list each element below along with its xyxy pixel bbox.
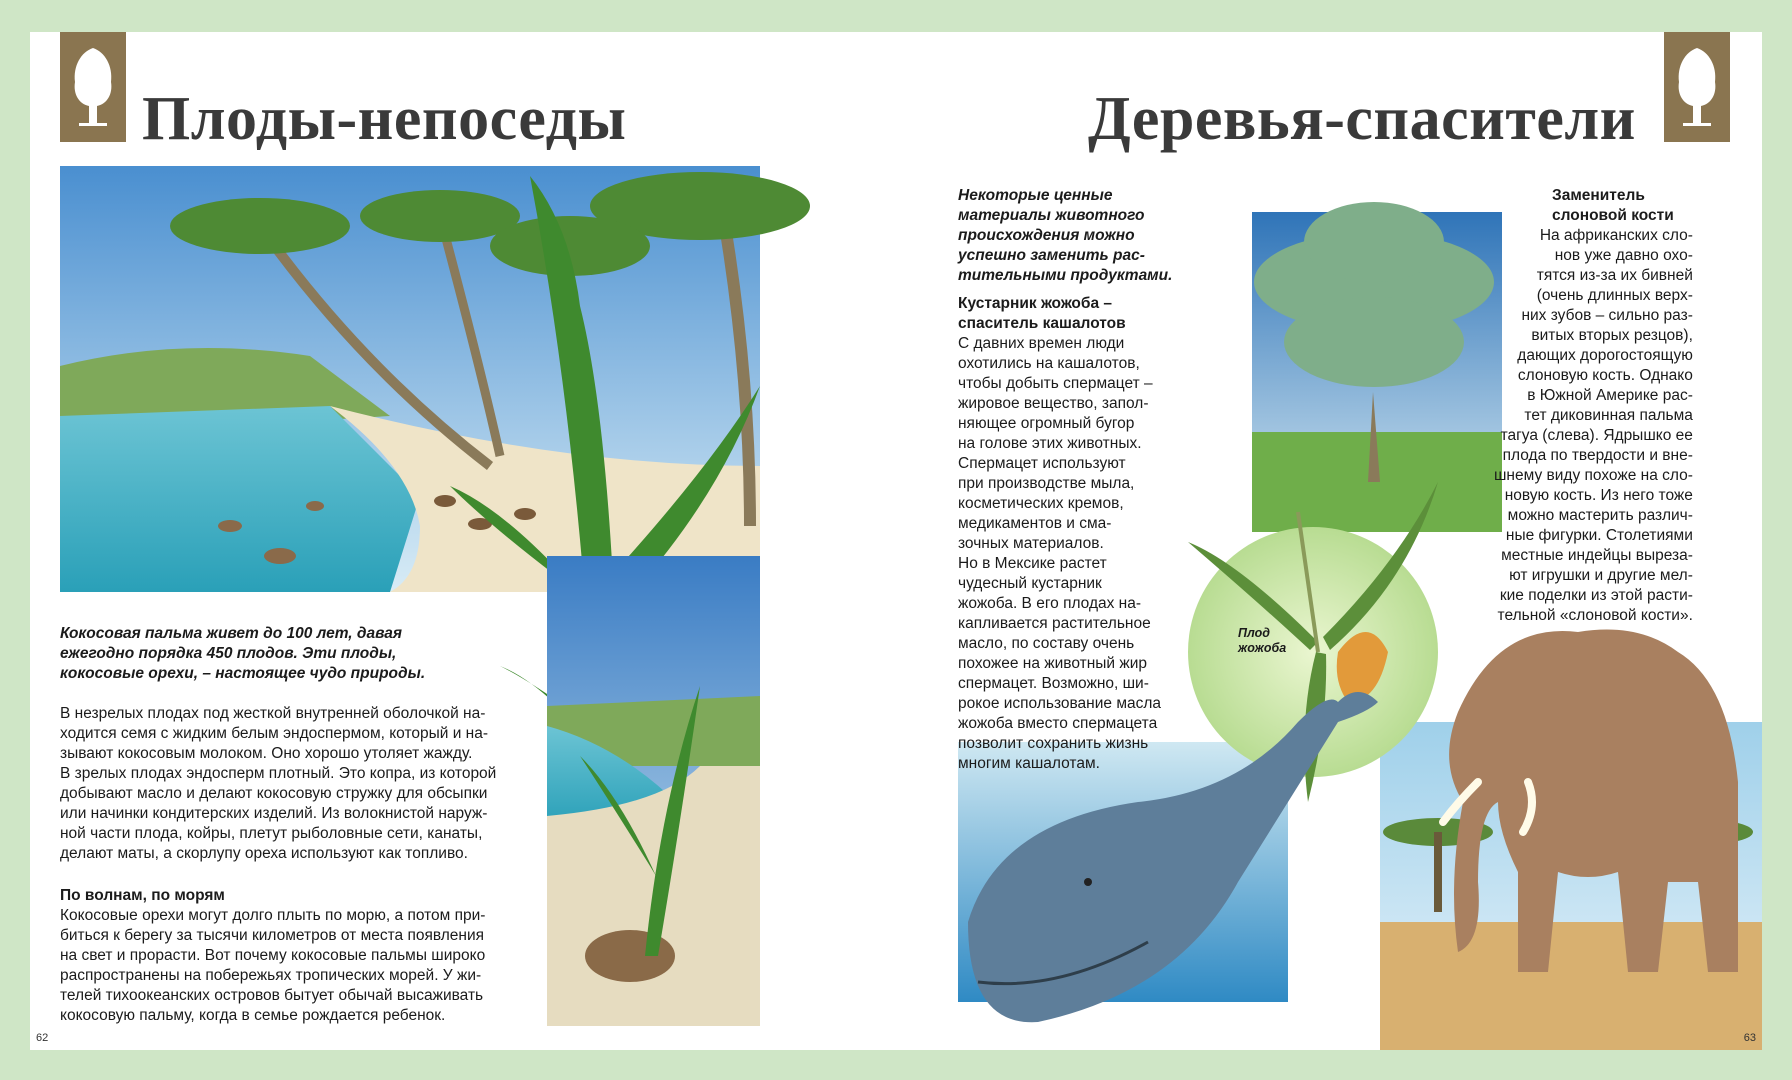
book-spread <box>30 32 1762 1050</box>
right-page-number: 63 <box>1743 1032 1756 1044</box>
coconut-paragraph-1: В незрелых плодах под жесткой внутренней оболочкой на- ходится семя с жидким белым эндоспермом, который и на- зывают кокосовым молоком. Оно хорошо утоляет жажду. В зрелых плодах эндосперм плотный. Это копра, из которой добывают масло и делают кокосовую стружку для обсыпки или начинки кондитерских изделий. Из волокнистой наруж- ной части плода, койры, плетут рыболовные сети, канаты, делают маты, а скорлупу ореха используют как топливо. <box>60 705 497 862</box>
jojoba-fruit-label: Плод жожоба <box>1238 626 1287 655</box>
tree-icon <box>71 46 115 128</box>
tree-icon <box>1675 46 1719 128</box>
jojoba-text: С давних времен люди охотились на кашалотов, чтобы добыть спермацет – жировое вещество, запол- няющее огромный бугор на голове этих животных. Спермацет используют при производстве мыла, косметических кремов, медикаментов и сма- зочных материалов. Но в Мексике растет чудесный кустарник жожоба. В его плодах на- капливается растительное масло, по составу очень похожее на животный жир спермацет. Возможно, ши- рокое использование масла жожоба вместо спермацета позволит сохранить жизнь многим кашалотам. <box>958 335 1162 772</box>
right-intro: Некоторые ценные материалы животного происхождения можно успешно заменить рас- тительными продуктами. <box>958 187 1173 284</box>
left-page-number: 62 <box>36 1032 49 1044</box>
coconut-caption: Кокосовая пальма живет до 100 лет, давая ежегодно порядка 450 плодов. Эти плоды, кокосовые орехи, – настоящее чудо природы. <box>60 625 426 682</box>
left-page-title: Плоды-непоседы <box>142 85 627 153</box>
coconut-paragraph-2: Кокосовые орехи могут долго плыть по морю, а потом при- биться к берегу за тысячи километров от места появления на свет и прорасти. Вот почему кокосовые пальмы широко распространены на побережьях тропических морей. У жи- телей тихоокеанских островов бытует обычай высаживать кокосовую пальму, когда в семье рождается ребенок. <box>60 907 486 1024</box>
ivory-text: На африканских сло- нов уже давно охо- тятся из-за их бивней (очень длинных верх- них зубов – сильно раз- витых вторых резцов), дающих дорогостоящую слоновую кость. Однако в Южной Америке рас- тет диковинная пальма тагуа (слева). Ядрышко ее плода по твердости и вне- шнему виду похоже на сло- новую кость. Из него тоже можно мастерить различ- ные фигурки. Столетиями местные индейцы выреза- ют игрушки и другие мел- кие поделки из этой расти- тельной «слоновой кости». <box>1494 227 1693 624</box>
right-tree-tab <box>1664 32 1730 142</box>
ivory-heading: Заменитель слоновой кости <box>1552 187 1674 224</box>
left-tree-tab <box>60 32 126 142</box>
left-section-heading: По волнам, по морям <box>60 887 225 904</box>
jojoba-heading: Кустарник жожоба – спаситель кашалотов <box>958 295 1126 332</box>
right-page-title: Деревья-спасители <box>1088 85 1636 153</box>
